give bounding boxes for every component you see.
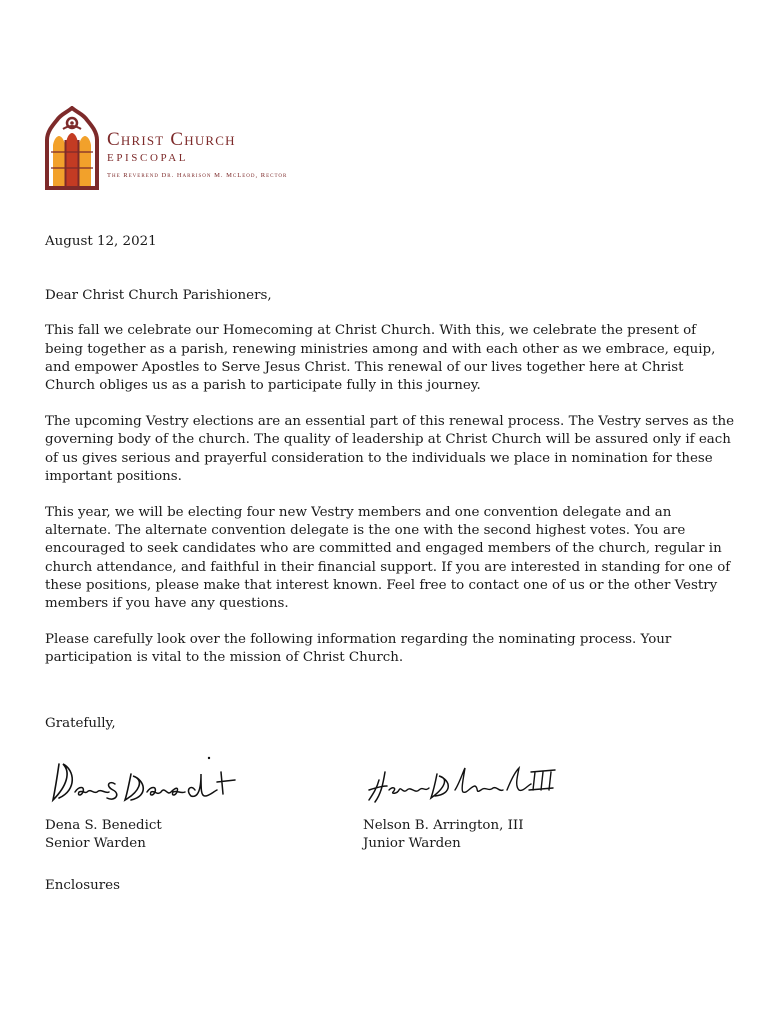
letter-body <box>45 233 735 733</box>
signatory-senior-warden <box>45 750 245 853</box>
letterhead <box>45 106 305 192</box>
letter-closing: Gratefully, <box>45 715 116 731</box>
signatory-name: Nelson B. Arrington, III <box>363 818 524 833</box>
signatory-junior-warden <box>363 750 563 853</box>
brand-subtitle: EPISCOPAL <box>107 152 189 164</box>
signatory-title: Junior Warden <box>363 836 461 852</box>
signatory-title: Senior Warden <box>45 836 146 852</box>
body-paragraph: This fall we celebrate our Homecoming at Christ Church. With this, we celebrate the present of being together as a parish, renewing ministries among and with each other as we embrace, equip, and empower Apostles to Serve Jesus Christ. This renewal of our lives together here at Christ Church obliges us as a parish to participate fully in this journey. <box>45 323 716 394</box>
church-window-logo-icon <box>45 106 99 190</box>
body-paragraph: This year, we will be electing four new Vestry members and one convention delegate and an alternate. The alternate convention delegate is the one with the second highest votes. You are encouraged to seek candidates who are committed and engaged members of the church, regular in church attendance, and faithful in their financial support. If you are interested in standing for one of these positions, please make that interest known. Feel free to contact one of us or the other Vestry members if you have any questions. <box>45 505 731 612</box>
brand-name: Christ Church <box>107 129 236 150</box>
letter-date: August 12, 2021 <box>45 234 157 249</box>
rector-line: The Reverend Dr. Harrison M. McLeod, Rector <box>107 172 288 179</box>
enclosures-note: Enclosures <box>45 878 120 893</box>
signature-section <box>45 750 735 860</box>
brand-block <box>107 130 287 179</box>
body-paragraph: Please carefully look over the following information regarding the nominating process. Your participation is vital to the mission of Christ Church. <box>45 632 672 666</box>
signature-image <box>363 750 563 814</box>
signatory-name: Dena S. Benedict <box>45 818 162 833</box>
body-paragraph: The upcoming Vestry elections are an essential part of this renewal process. The Vestry serves as the governing body of the church. The quality of leadership at Christ Church will be assured only if each of us gives serious and prayerful consideration to the individuals we place in nomination for these important positions. <box>45 414 735 484</box>
letter-greeting: Dear Christ Church Parishioners, <box>45 288 272 304</box>
signature-image <box>45 750 245 814</box>
